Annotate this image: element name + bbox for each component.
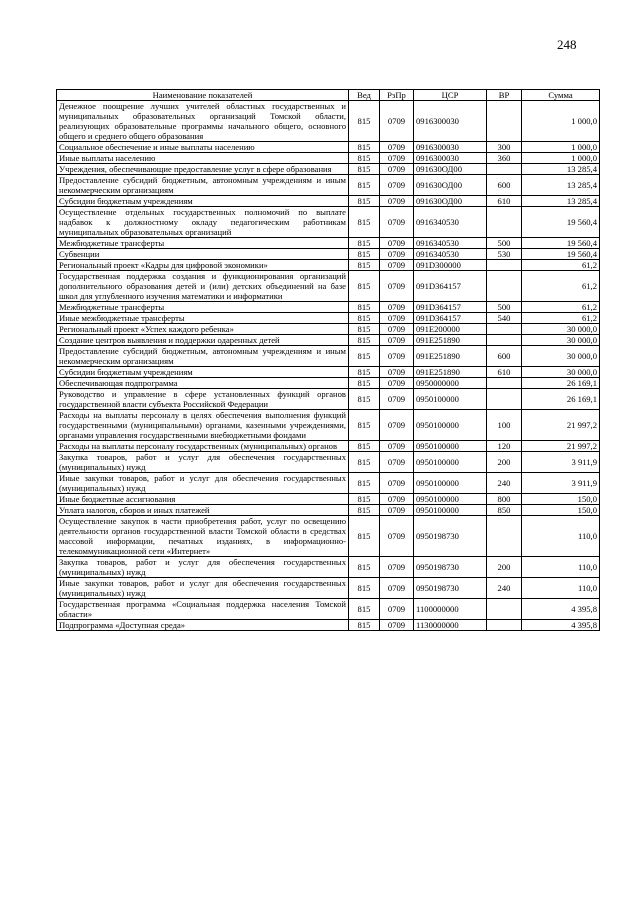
cell-sum: 150,0 bbox=[522, 505, 600, 516]
table-row bbox=[57, 505, 600, 516]
cell-sum: 3 911,9 bbox=[522, 473, 600, 494]
table-row bbox=[57, 142, 600, 153]
cell-sum: 110,0 bbox=[522, 516, 600, 557]
header-vr: ВР bbox=[487, 90, 522, 101]
cell-vr: 100 bbox=[487, 410, 522, 441]
cell-name: Осуществление отдельных государственных полномочий по выплате надбавок к должностному окладу педагогическим работникам муниципальных образовательных организаций bbox=[57, 207, 349, 238]
cell-sum: 26 169,1 bbox=[522, 378, 600, 389]
cell-sum: 19 560,4 bbox=[522, 238, 600, 249]
cell-name: Руководство и управление в сфере установленных функций органов государственной власти субъекта Российской Федерации bbox=[57, 389, 349, 410]
cell-vr: 600 bbox=[487, 175, 522, 196]
cell-name: Предоставление субсидий бюджетным, автономным учреждениям и иным некоммерческим организациям bbox=[57, 175, 349, 196]
cell-ved: 815 bbox=[349, 599, 380, 620]
cell-vr bbox=[487, 335, 522, 346]
cell-csr: 0950100000 bbox=[414, 452, 487, 473]
cell-vr: 850 bbox=[487, 505, 522, 516]
cell-sum: 21 997,2 bbox=[522, 410, 600, 441]
cell-rzpr: 0709 bbox=[380, 367, 414, 378]
cell-sum: 13 285,4 bbox=[522, 164, 600, 175]
cell-ved: 815 bbox=[349, 302, 380, 313]
cell-csr: 091E251890 bbox=[414, 346, 487, 367]
cell-ved: 815 bbox=[349, 101, 380, 142]
cell-sum: 110,0 bbox=[522, 557, 600, 578]
cell-rzpr: 0709 bbox=[380, 196, 414, 207]
cell-rzpr: 0709 bbox=[380, 473, 414, 494]
cell-ved: 815 bbox=[349, 620, 380, 631]
table-row bbox=[57, 578, 600, 599]
cell-name: Расходы на выплаты персоналу в целях обеспечения выполнения функций государственными (муниципальными) органами, казенными учреждениями, органами управления государственными внебюджетными фондами bbox=[57, 410, 349, 441]
cell-rzpr: 0709 bbox=[380, 164, 414, 175]
cell-csr: 0950100000 bbox=[414, 441, 487, 452]
header-name: Наименование показателей bbox=[57, 90, 349, 101]
cell-vr: 610 bbox=[487, 367, 522, 378]
cell-name: Иные выплаты населению bbox=[57, 153, 349, 164]
cell-sum: 61,2 bbox=[522, 313, 600, 324]
cell-vr bbox=[487, 207, 522, 238]
cell-vr: 120 bbox=[487, 441, 522, 452]
cell-ved: 815 bbox=[349, 441, 380, 452]
table-row bbox=[57, 557, 600, 578]
header-sum: Сумма bbox=[522, 90, 600, 101]
cell-name: Предоставление субсидий бюджетным, автономным учреждениям и иным некоммерческим организациям bbox=[57, 346, 349, 367]
cell-name: Государственная поддержка создания и функционирования организаций дополнительного образования детей и (или) детских объединений на базе школ для углубленного изучения математики и информатики bbox=[57, 271, 349, 302]
cell-vr bbox=[487, 389, 522, 410]
cell-sum: 110,0 bbox=[522, 578, 600, 599]
cell-rzpr: 0709 bbox=[380, 302, 414, 313]
cell-rzpr: 0709 bbox=[380, 324, 414, 335]
cell-ved: 815 bbox=[349, 164, 380, 175]
cell-ved: 815 bbox=[349, 207, 380, 238]
cell-ved: 815 bbox=[349, 153, 380, 164]
cell-ved: 815 bbox=[349, 505, 380, 516]
table-row bbox=[57, 389, 600, 410]
cell-vr: 500 bbox=[487, 238, 522, 249]
cell-rzpr: 0709 bbox=[380, 142, 414, 153]
cell-ved: 815 bbox=[349, 378, 380, 389]
cell-name: Межбюджетные трансферты bbox=[57, 238, 349, 249]
cell-vr: 240 bbox=[487, 578, 522, 599]
cell-rzpr: 0709 bbox=[380, 260, 414, 271]
table-row bbox=[57, 207, 600, 238]
cell-ved: 815 bbox=[349, 410, 380, 441]
cell-vr: 240 bbox=[487, 473, 522, 494]
cell-rzpr: 0709 bbox=[380, 452, 414, 473]
cell-vr: 540 bbox=[487, 313, 522, 324]
cell-rzpr: 0709 bbox=[380, 175, 414, 196]
cell-rzpr: 0709 bbox=[380, 620, 414, 631]
cell-vr: 300 bbox=[487, 142, 522, 153]
cell-sum: 19 560,4 bbox=[522, 249, 600, 260]
cell-rzpr: 0709 bbox=[380, 578, 414, 599]
cell-csr: 091E251890 bbox=[414, 335, 487, 346]
cell-vr bbox=[487, 164, 522, 175]
cell-csr: 0916340530 bbox=[414, 249, 487, 260]
cell-rzpr: 0709 bbox=[380, 557, 414, 578]
cell-sum: 30 000,0 bbox=[522, 335, 600, 346]
cell-ved: 815 bbox=[349, 473, 380, 494]
cell-name: Подпрограмма «Доступная среда» bbox=[57, 620, 349, 631]
cell-csr: 091D364157 bbox=[414, 302, 487, 313]
cell-csr: 0950100000 bbox=[414, 389, 487, 410]
cell-sum: 13 285,4 bbox=[522, 196, 600, 207]
cell-name: Региональный проект «Успех каждого ребенка» bbox=[57, 324, 349, 335]
cell-ved: 815 bbox=[349, 389, 380, 410]
cell-ved: 815 bbox=[349, 367, 380, 378]
cell-sum: 61,2 bbox=[522, 271, 600, 302]
cell-csr: 0916340530 bbox=[414, 238, 487, 249]
cell-name: Закупка товаров, работ и услуг для обеспечения государственных (муниципальных) нужд bbox=[57, 452, 349, 473]
cell-sum: 150,0 bbox=[522, 494, 600, 505]
table-row bbox=[57, 313, 600, 324]
cell-ved: 815 bbox=[349, 516, 380, 557]
cell-sum: 30 000,0 bbox=[522, 346, 600, 367]
table-row bbox=[57, 599, 600, 620]
cell-name: Уплата налогов, сборов и иных платежей bbox=[57, 505, 349, 516]
table-row bbox=[57, 302, 600, 313]
cell-name: Субсидии бюджетным учреждениям bbox=[57, 367, 349, 378]
cell-rzpr: 0709 bbox=[380, 153, 414, 164]
cell-sum: 26 169,1 bbox=[522, 389, 600, 410]
cell-sum: 61,2 bbox=[522, 260, 600, 271]
cell-sum: 1 000,0 bbox=[522, 142, 600, 153]
cell-csr: 0950000000 bbox=[414, 378, 487, 389]
cell-csr: 091E200000 bbox=[414, 324, 487, 335]
cell-name: Иные закупки товаров, работ и услуг для обеспечения государственных (муниципальных) нужд bbox=[57, 473, 349, 494]
cell-ved: 815 bbox=[349, 175, 380, 196]
table-row bbox=[57, 410, 600, 441]
cell-name: Закупка товаров, работ и услуг для обеспечения государственных (муниципальных) нужд bbox=[57, 557, 349, 578]
cell-sum: 19 560,4 bbox=[522, 207, 600, 238]
cell-csr: 0916300030 bbox=[414, 142, 487, 153]
cell-csr: 0916340530 bbox=[414, 207, 487, 238]
cell-name: Субвенции bbox=[57, 249, 349, 260]
table-row bbox=[57, 620, 600, 631]
table-row bbox=[57, 175, 600, 196]
cell-csr: 0950198730 bbox=[414, 516, 487, 557]
cell-ved: 815 bbox=[349, 578, 380, 599]
table-row bbox=[57, 238, 600, 249]
cell-csr: 0950100000 bbox=[414, 473, 487, 494]
cell-name: Государственная программа «Социальная поддержка населения Томской области» bbox=[57, 599, 349, 620]
cell-ved: 815 bbox=[349, 452, 380, 473]
cell-sum: 30 000,0 bbox=[522, 324, 600, 335]
table-row bbox=[57, 260, 600, 271]
cell-name: Учреждения, обеспечивающие предоставление услуг в сфере образования bbox=[57, 164, 349, 175]
cell-name: Региональный проект «Кадры для цифровой экономики» bbox=[57, 260, 349, 271]
table-row bbox=[57, 249, 600, 260]
cell-csr: 091630ОД00 bbox=[414, 164, 487, 175]
table-row bbox=[57, 452, 600, 473]
cell-name: Иные межбюджетные трансферты bbox=[57, 313, 349, 324]
cell-name: Расходы на выплаты персоналу государственных (муниципальных) органов bbox=[57, 441, 349, 452]
cell-name: Иные закупки товаров, работ и услуг для обеспечения государственных (муниципальных) нужд bbox=[57, 578, 349, 599]
cell-ved: 815 bbox=[349, 271, 380, 302]
budget-table bbox=[56, 89, 600, 631]
cell-sum: 21 997,2 bbox=[522, 441, 600, 452]
cell-vr bbox=[487, 516, 522, 557]
cell-ved: 815 bbox=[349, 238, 380, 249]
cell-name: Денежное поощрение лучших учителей областных государственных и муниципальных образовательных организаций Томской области, реализующих образовательные программы начального общего, основного общего и среднего общего образования bbox=[57, 101, 349, 142]
cell-rzpr: 0709 bbox=[380, 238, 414, 249]
cell-sum: 30 000,0 bbox=[522, 367, 600, 378]
cell-rzpr: 0709 bbox=[380, 389, 414, 410]
header-rzpr: РзПр bbox=[380, 90, 414, 101]
cell-csr: 1130000000 bbox=[414, 620, 487, 631]
cell-csr: 0950100000 bbox=[414, 410, 487, 441]
cell-ved: 815 bbox=[349, 260, 380, 271]
table-row bbox=[57, 346, 600, 367]
cell-name: Обеспечивающая подпрограмма bbox=[57, 378, 349, 389]
cell-rzpr: 0709 bbox=[380, 335, 414, 346]
cell-ved: 815 bbox=[349, 324, 380, 335]
cell-vr bbox=[487, 101, 522, 142]
table-row bbox=[57, 101, 600, 142]
cell-vr bbox=[487, 378, 522, 389]
table-row bbox=[57, 494, 600, 505]
header-ved: Вед bbox=[349, 90, 380, 101]
cell-vr: 610 bbox=[487, 196, 522, 207]
cell-rzpr: 0709 bbox=[380, 505, 414, 516]
cell-ved: 815 bbox=[349, 313, 380, 324]
cell-csr: 091D364157 bbox=[414, 271, 487, 302]
cell-name: Межбюджетные трансферты bbox=[57, 302, 349, 313]
cell-csr: 091630ОД00 bbox=[414, 196, 487, 207]
cell-vr: 200 bbox=[487, 452, 522, 473]
cell-ved: 815 bbox=[349, 249, 380, 260]
cell-sum: 61,2 bbox=[522, 302, 600, 313]
cell-sum: 1 000,0 bbox=[522, 101, 600, 142]
cell-csr: 1100000000 bbox=[414, 599, 487, 620]
cell-ved: 815 bbox=[349, 346, 380, 367]
cell-rzpr: 0709 bbox=[380, 441, 414, 452]
cell-rzpr: 0709 bbox=[380, 271, 414, 302]
cell-name: Создание центров выявления и поддержки одаренных детей bbox=[57, 335, 349, 346]
cell-csr: 0950198730 bbox=[414, 557, 487, 578]
cell-rzpr: 0709 bbox=[380, 410, 414, 441]
cell-vr: 600 bbox=[487, 346, 522, 367]
cell-sum: 4 395,8 bbox=[522, 599, 600, 620]
cell-vr: 800 bbox=[487, 494, 522, 505]
cell-name: Социальное обеспечение и иные выплаты населению bbox=[57, 142, 349, 153]
cell-rzpr: 0709 bbox=[380, 101, 414, 142]
cell-vr: 530 bbox=[487, 249, 522, 260]
cell-ved: 815 bbox=[349, 196, 380, 207]
table-row bbox=[57, 367, 600, 378]
cell-csr: 091630ОД00 bbox=[414, 175, 487, 196]
cell-csr: 091E251890 bbox=[414, 367, 487, 378]
cell-csr: 091D364157 bbox=[414, 313, 487, 324]
table-row bbox=[57, 378, 600, 389]
cell-sum: 4 395,8 bbox=[522, 620, 600, 631]
cell-rzpr: 0709 bbox=[380, 378, 414, 389]
cell-vr: 360 bbox=[487, 153, 522, 164]
table-row bbox=[57, 271, 600, 302]
cell-vr bbox=[487, 324, 522, 335]
table-row bbox=[57, 196, 600, 207]
cell-name: Осуществление закупок в части приобретения работ, услуг по освещению деятельности органов государственной власти Томской области в средствах массовой информации, печатных изданиях, в информационно-телекоммуникационной сети «Интернет» bbox=[57, 516, 349, 557]
cell-csr: 0916300030 bbox=[414, 153, 487, 164]
cell-csr: 0950198730 bbox=[414, 578, 487, 599]
cell-rzpr: 0709 bbox=[380, 599, 414, 620]
cell-rzpr: 0709 bbox=[380, 313, 414, 324]
cell-rzpr: 0709 bbox=[380, 346, 414, 367]
cell-vr bbox=[487, 260, 522, 271]
cell-ved: 815 bbox=[349, 494, 380, 505]
table-row bbox=[57, 324, 600, 335]
cell-name: Субсидии бюджетным учреждениям bbox=[57, 196, 349, 207]
cell-sum: 1 000,0 bbox=[522, 153, 600, 164]
table-row bbox=[57, 516, 600, 557]
cell-vr bbox=[487, 599, 522, 620]
cell-sum: 13 285,4 bbox=[522, 175, 600, 196]
cell-vr bbox=[487, 620, 522, 631]
cell-ved: 815 bbox=[349, 557, 380, 578]
cell-ved: 815 bbox=[349, 142, 380, 153]
cell-csr: 0950100000 bbox=[414, 505, 487, 516]
cell-rzpr: 0709 bbox=[380, 516, 414, 557]
cell-vr: 500 bbox=[487, 302, 522, 313]
header-csr: ЦСР bbox=[414, 90, 487, 101]
cell-sum: 3 911,9 bbox=[522, 452, 600, 473]
cell-rzpr: 0709 bbox=[380, 207, 414, 238]
cell-csr: 0916300030 bbox=[414, 101, 487, 142]
cell-rzpr: 0709 bbox=[380, 494, 414, 505]
table-header-row bbox=[57, 90, 600, 101]
table-row bbox=[57, 164, 600, 175]
cell-rzpr: 0709 bbox=[380, 249, 414, 260]
cell-vr bbox=[487, 271, 522, 302]
page-number: 248 bbox=[557, 37, 577, 52]
cell-name: Иные бюджетные ассигнования bbox=[57, 494, 349, 505]
cell-csr: 091D300000 bbox=[414, 260, 487, 271]
table-row bbox=[57, 441, 600, 452]
cell-ved: 815 bbox=[349, 335, 380, 346]
table-row bbox=[57, 153, 600, 164]
table-row bbox=[57, 473, 600, 494]
table-row bbox=[57, 335, 600, 346]
cell-csr: 0950100000 bbox=[414, 494, 487, 505]
cell-vr: 200 bbox=[487, 557, 522, 578]
